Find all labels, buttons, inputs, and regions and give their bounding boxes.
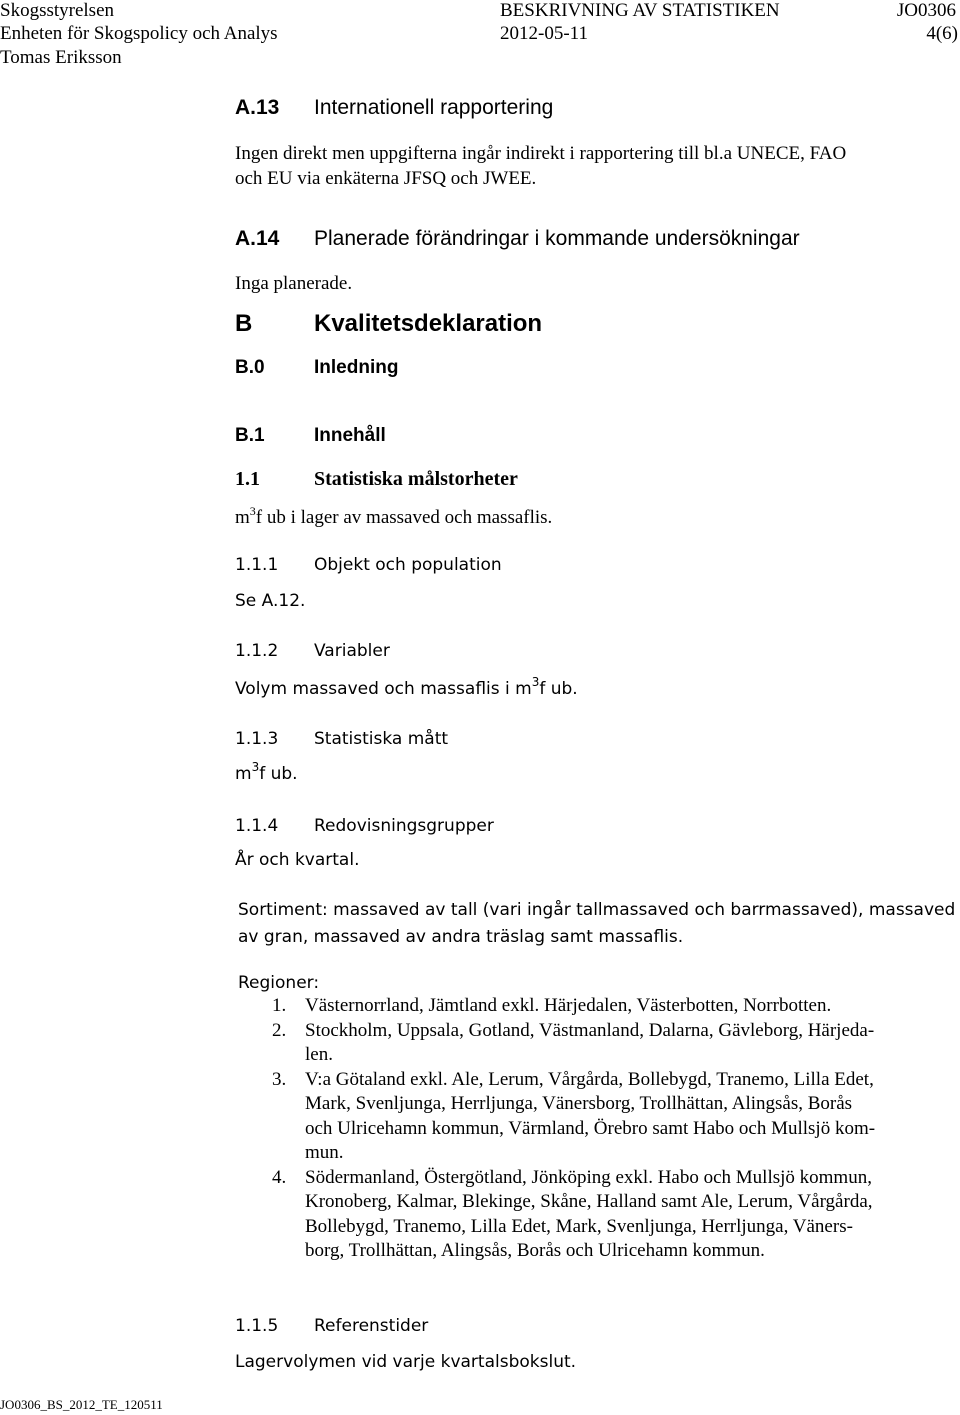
section-title-b0: Inledning xyxy=(314,357,399,378)
section-number-1-1: 1.1 xyxy=(235,468,260,490)
footer-code: JO0306_BS_2012_TE_120511 xyxy=(0,1397,163,1412)
a13-text-line-1: Ingen direkt men uppgifterna ingår indirekt i rapportering till bl.a UNECE, FAO xyxy=(235,143,847,164)
section-number-a13: A.13 xyxy=(235,96,280,119)
list-item-number: 2. xyxy=(272,1019,287,1041)
s112-text xyxy=(235,677,578,701)
s11-text-post: f ub i lager av massaved och massaflis. xyxy=(255,507,553,528)
s113-text-post: f ub. xyxy=(259,764,298,784)
s11-text xyxy=(235,505,552,530)
regions-label: Regioner: xyxy=(238,973,320,993)
section-title-b: Kvalitetsdeklaration xyxy=(314,310,543,337)
s11-text-pre: m xyxy=(235,507,250,528)
list-item-number: 4. xyxy=(272,1166,287,1188)
section-number-a14: A.14 xyxy=(235,227,280,250)
list-item-number: 3. xyxy=(272,1068,287,1090)
section-title-a14: Planerade förändringar i kommande undersökningar xyxy=(314,227,800,250)
s112-text-sup: 3 xyxy=(531,675,540,689)
s11-text-sup: 3 xyxy=(249,504,256,518)
section-number-1-1-2: 1.1.2 xyxy=(235,641,279,661)
list-item-number: 1. xyxy=(272,995,287,1016)
header-page-number: 4(6) xyxy=(926,23,958,44)
s113-text-pre: m xyxy=(235,764,252,784)
header-author: Tomas Eriksson xyxy=(0,47,122,68)
list-item-line: mun. xyxy=(305,1142,344,1163)
list-item-line: Bollebygd, Tranemo, Lilla Edet, Mark, Svenljunga, Herrljunga, Väners- xyxy=(305,1215,853,1237)
section-title-1-1-5: Referenstider xyxy=(314,1316,429,1336)
header-unit: Enheten för Skogspolicy och Analys xyxy=(0,23,278,44)
list-item-line: Kronoberg, Kalmar, Blekinge, Skåne, Halland samt Ale, Lerum, Vårgårda, xyxy=(305,1191,873,1212)
list-item xyxy=(238,1166,958,1264)
header-org: Skogsstyrelsen xyxy=(0,0,114,21)
a14-text: Inga planerade. xyxy=(235,273,353,294)
a13-text-line-2: och EU via enkäterna JFSQ och JWEE. xyxy=(235,168,537,189)
list-item-line: Mark, Svenljunga, Herrljunga, Vänersborg, Trollhättan, Alingsås, Borås xyxy=(305,1093,853,1114)
section-number-b1: B.1 xyxy=(235,425,265,446)
header-doc-code: JO0306 xyxy=(896,0,956,21)
section-title-1-1-4: Redovisningsgrupper xyxy=(314,816,494,836)
list-item-line: Södermanland, Östergötland, Jönköping exkl. Habo och Mullsjö kommun, xyxy=(305,1166,872,1188)
section-title-b1: Innehåll xyxy=(314,425,386,446)
section-number-b0: B.0 xyxy=(235,357,265,378)
section-title-1-1-1: Objekt och population xyxy=(314,555,502,575)
section-title-1-1-2: Variabler xyxy=(314,641,390,661)
section-number-1-1-1: 1.1.1 xyxy=(235,555,279,575)
list-item xyxy=(238,1019,958,1068)
s113-text-sup: 3 xyxy=(251,760,260,774)
section-number-1-1-3: 1.1.3 xyxy=(235,729,279,749)
s111-text: Se A.12. xyxy=(235,591,306,611)
sortiment-line-1: Sortiment: massaved av tall (vari ingår tallmassaved och barrmassaved), massaved xyxy=(238,900,956,920)
section-title-1-1: Statistiska målstorheter xyxy=(314,468,518,490)
list-item-line: Västernorrland, Jämtland exkl. Härjedalen, Västerbotten, Norrbotten. xyxy=(305,995,832,1016)
list-item xyxy=(238,1068,958,1166)
s112-text-pre: Volym massaved och massaflis i m xyxy=(235,679,532,699)
list-item xyxy=(238,994,958,1019)
header-doc-title: BESKRIVNING AV STATISTIKEN xyxy=(500,0,780,21)
list-item-line: borg, Trollhättan, Alingsås, Borås och Ulricehamn kommun. xyxy=(305,1240,765,1261)
regions-list xyxy=(238,994,958,1264)
section-number-1-1-5: 1.1.5 xyxy=(235,1316,279,1336)
section-number-b: B xyxy=(235,310,253,337)
list-item-line: och Ulricehamn kommun, Värmland, Örebro samt Habo och Mullsjö kom- xyxy=(305,1117,876,1139)
s113-text xyxy=(235,762,298,786)
section-title-1-1-3: Statistiska mått xyxy=(314,729,449,749)
list-item-line: Stockholm, Uppsala, Gotland, Västmanland, Dalarna, Gävleborg, Härjeda- xyxy=(305,1019,875,1041)
s114-text: År och kvartal. xyxy=(235,850,360,870)
s115-text: Lagervolymen vid varje kvartalsbokslut. xyxy=(235,1352,577,1372)
header-date: 2012-05-11 xyxy=(500,23,588,44)
list-item-line: len. xyxy=(305,1044,333,1065)
list-item-line: V:a Götaland exkl. Ale, Lerum, Vårgårda, Bollebygd, Tranemo, Lilla Edet, xyxy=(305,1068,874,1090)
sortiment-line-2: av gran, massaved av andra träslag samt massaflis. xyxy=(238,927,684,947)
section-title-a13: Internationell rapportering xyxy=(314,96,554,119)
section-number-1-1-4: 1.1.4 xyxy=(235,816,279,836)
s112-text-post: f ub. xyxy=(539,679,578,699)
